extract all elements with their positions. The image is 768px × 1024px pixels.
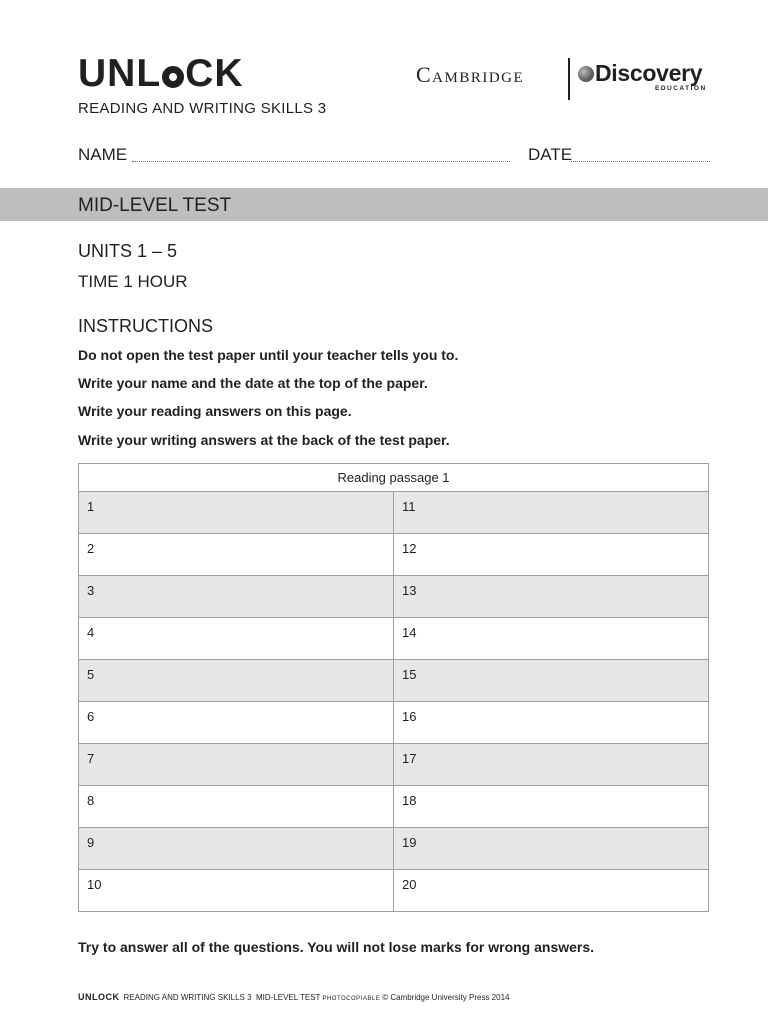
logo-divider bbox=[568, 58, 570, 100]
instruction-line: Write your writing answers at the back of the test paper. bbox=[78, 432, 450, 448]
answer-number: 2 bbox=[87, 541, 95, 556]
answer-number: 5 bbox=[87, 667, 95, 682]
answer-cell[interactable] bbox=[394, 534, 709, 576]
partner-subtitle: EDUCATION bbox=[655, 85, 707, 92]
table-row bbox=[79, 702, 709, 744]
instruction-line: Write your name and the date at the top of the paper. bbox=[78, 375, 428, 391]
answer-number: 15 bbox=[402, 667, 417, 682]
discovery-logo bbox=[578, 60, 702, 87]
answer-cell[interactable] bbox=[394, 744, 709, 786]
answer-cell[interactable] bbox=[79, 618, 394, 660]
answer-number: 17 bbox=[402, 751, 417, 766]
answer-number: 7 bbox=[87, 751, 95, 766]
answer-cell[interactable] bbox=[79, 492, 394, 534]
answer-cell[interactable] bbox=[79, 828, 394, 870]
footer-logo: UNLOCK bbox=[78, 992, 120, 1002]
answer-number: 11 bbox=[402, 499, 416, 514]
unlock-logo bbox=[78, 54, 244, 94]
answer-cell[interactable] bbox=[79, 870, 394, 912]
book-subtitle: READING AND WRITING SKILLS 3 bbox=[78, 100, 327, 117]
answer-cell[interactable] bbox=[79, 702, 394, 744]
table-row bbox=[79, 870, 709, 912]
answer-number: 3 bbox=[87, 583, 95, 598]
footer-series: READING AND WRITING SKILLS 3 bbox=[123, 993, 252, 1002]
answer-cell[interactable] bbox=[79, 576, 394, 618]
units-label: UNITS 1 – 5 bbox=[78, 241, 178, 261]
instruction-line: Do not open the test paper until your teacher tells you to. bbox=[78, 347, 459, 363]
answer-cell[interactable] bbox=[79, 744, 394, 786]
answer-cell[interactable] bbox=[394, 492, 709, 534]
answer-cell[interactable] bbox=[394, 576, 709, 618]
footer-test-name: MID-LEVEL TEST bbox=[255, 993, 321, 1002]
answer-cell[interactable] bbox=[394, 870, 709, 912]
answer-number: 14 bbox=[402, 625, 417, 640]
answer-cell[interactable] bbox=[394, 828, 709, 870]
table-row bbox=[79, 618, 709, 660]
lock-icon bbox=[162, 66, 184, 88]
footer-photocopiable: PHOTOCOPIABLE bbox=[322, 996, 381, 1002]
partner-name: Discovery bbox=[595, 60, 703, 86]
answer-cell[interactable] bbox=[79, 660, 394, 702]
logo-suffix: CK bbox=[185, 52, 244, 95]
time-label: TIME 1 HOUR bbox=[78, 272, 188, 291]
answer-number: 20 bbox=[402, 877, 417, 892]
answer-number: 12 bbox=[402, 541, 417, 556]
table-row bbox=[79, 534, 709, 576]
table-row bbox=[79, 492, 709, 534]
page-title: MID-LEVEL TEST bbox=[78, 195, 232, 216]
instruction-line: Write your reading answers on this page. bbox=[78, 403, 352, 419]
answer-number: 8 bbox=[87, 793, 95, 808]
answer-number: 18 bbox=[402, 793, 417, 808]
table-row bbox=[79, 744, 709, 786]
footer-copyright: © Cambridge University Press 2014 bbox=[382, 993, 510, 1002]
date-field[interactable] bbox=[571, 161, 710, 162]
answer-number: 13 bbox=[402, 583, 417, 598]
table-header-row bbox=[79, 464, 709, 492]
table-row bbox=[79, 576, 709, 618]
answer-number: 16 bbox=[402, 709, 417, 724]
answer-cell[interactable] bbox=[79, 786, 394, 828]
instructions-heading: INSTRUCTIONS bbox=[78, 316, 213, 336]
table-row bbox=[79, 660, 709, 702]
answer-cell[interactable] bbox=[79, 534, 394, 576]
answer-number: 9 bbox=[87, 835, 95, 850]
answer-number: 4 bbox=[87, 625, 95, 640]
table-row bbox=[79, 828, 709, 870]
cambridge-logo bbox=[416, 62, 524, 88]
table-heading: Reading passage 1 bbox=[79, 464, 709, 492]
globe-icon bbox=[578, 66, 594, 82]
publisher-name: Cambridge bbox=[416, 62, 525, 87]
table-row bbox=[79, 786, 709, 828]
answer-cell[interactable] bbox=[394, 786, 709, 828]
answer-cell[interactable] bbox=[394, 660, 709, 702]
answer-number: 1 bbox=[87, 499, 95, 514]
answer-number: 10 bbox=[87, 877, 102, 892]
page-footer bbox=[78, 992, 509, 1002]
logo-prefix: UNL bbox=[78, 52, 162, 95]
name-field[interactable] bbox=[132, 161, 510, 162]
answer-number: 19 bbox=[402, 835, 417, 850]
answer-table bbox=[78, 463, 709, 912]
answer-number: 6 bbox=[87, 709, 95, 724]
answer-cell[interactable] bbox=[394, 618, 709, 660]
closing-note: Try to answer all of the questions. You will not lose marks for wrong answers. bbox=[78, 939, 595, 955]
date-label: DATE bbox=[528, 145, 573, 164]
answer-cell[interactable] bbox=[394, 702, 709, 744]
name-label: NAME bbox=[78, 145, 128, 164]
